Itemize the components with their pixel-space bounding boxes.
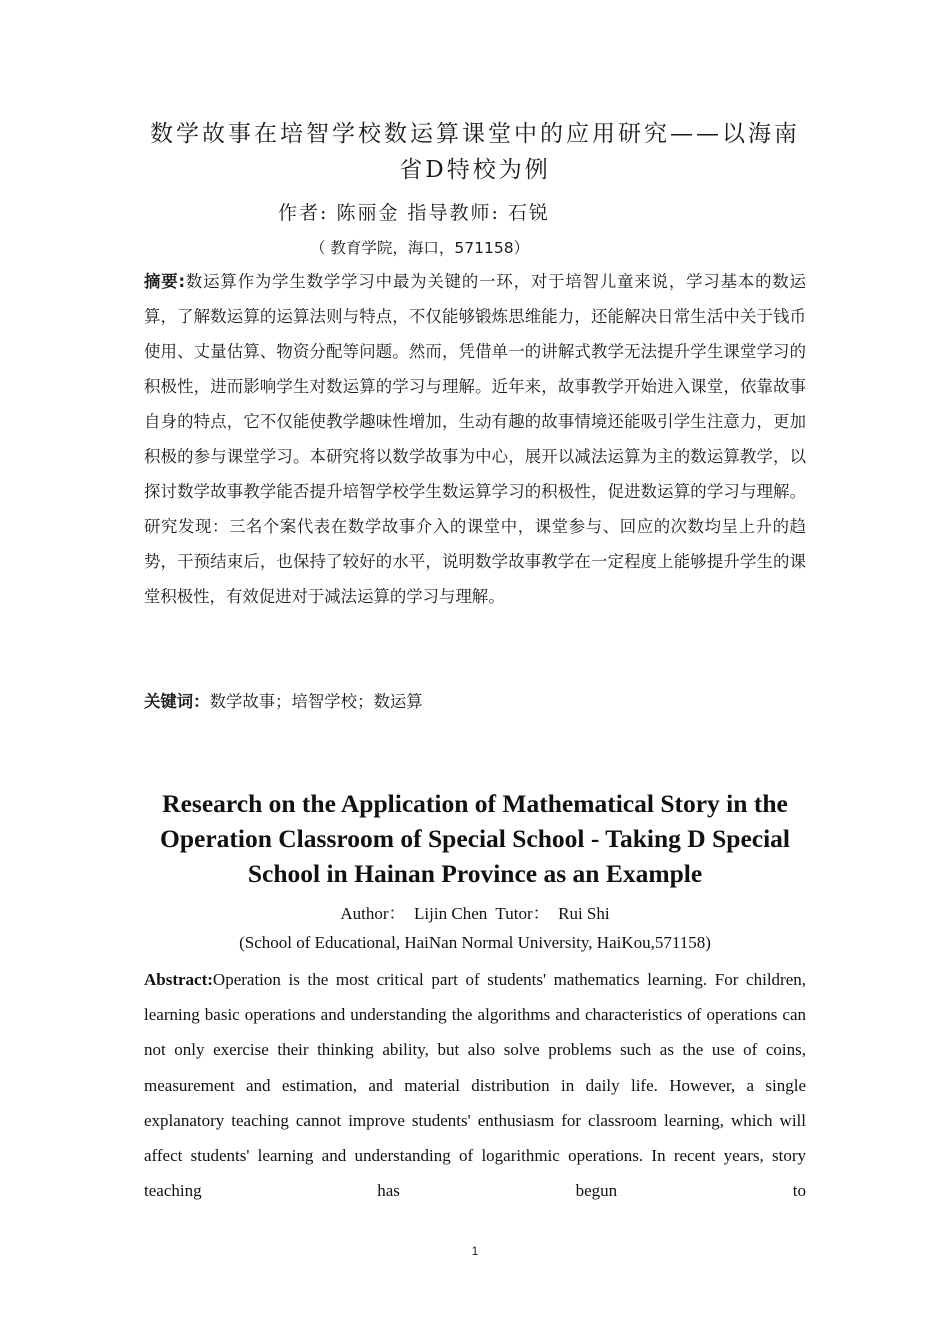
chinese-keywords-label: 关键词：	[144, 692, 210, 711]
chinese-author-line: 作者: 陈丽金 指导教师: 石锐	[278, 202, 550, 224]
english-affiliation: (School of Educational, HaiNan Normal University, HaiKou,571158)	[239, 933, 711, 952]
chinese-title: 数学故事在培智学校数运算课堂中的应用研究——以海南省D特校为例	[150, 121, 800, 183]
page-number: 1	[471, 1244, 479, 1258]
chinese-abstract-label: 摘要:	[144, 272, 186, 291]
chinese-keywords-text: 数学故事；培智学校；数运算	[209, 692, 423, 711]
english-title: Research on the Application of Mathematical Story in the Operation Classroom of Special School - Taking D Special School in Hainan Province as an Example	[159, 789, 791, 888]
english-abstract-label: Abstract:	[144, 970, 213, 989]
chinese-affiliation: （ 教育学院，海口，571158）	[310, 239, 530, 257]
english-author-line: Author： Lijin Chen Tutor： Rui Shi	[340, 904, 610, 923]
chinese-abstract	[144, 264, 806, 614]
chinese-keywords	[144, 684, 806, 719]
english-abstract	[144, 962, 806, 1208]
chinese-abstract-text: 数运算作为学生数学学习中最为关键的一环，对于培智儿童来说，学习基本的数运算，了解数运算的运算法则与特点，不仅能够锻炼思维能力，还能解决日常生活中关于钱币使用、丈量估算、物资分配等问题。然而，凭借单一的讲解式教学无法提升学生课堂学习的积极性，进而影响学生对数运算的学习与理解。近年来，故事教学开始进入课堂，依靠故事自身的特点，它不仅能使教学趣味性增加，生动有趣的故事情境还能吸引学生注意力，更加积极的参与课堂学习。本研究将以数学故事为中心，展开以减法运算为主的数运算教学，以探讨数学故事教学能否提升培智学校学生数运算学习的积极性，促进数运算的学习与理解。研究发现：三名个案代表在数学故事介入的课堂中，课堂参与、回应的次数均呈上升的趋势，干预结束后，也保持了较好的水平，说明数学故事教学在一定程度上能够提升学生的课堂积极性，有效促进对于减法运算的学习与理解。	[144, 272, 807, 606]
english-abstract-text: Operation is the most critical part of students' mathematics learning. For children, learning basic operations and understanding the algorithms and characteristics of operations can not only exercise their thinking ability, but also solve problems such as the use of coins, measurement and estimation, and material distribution in daily life. However, a single explanatory teaching cannot improve students' enthusiasm for classroom learning, which will affect students' learning and understanding of logarithmic operations. In recent years, story teaching has begun to	[144, 970, 806, 1201]
